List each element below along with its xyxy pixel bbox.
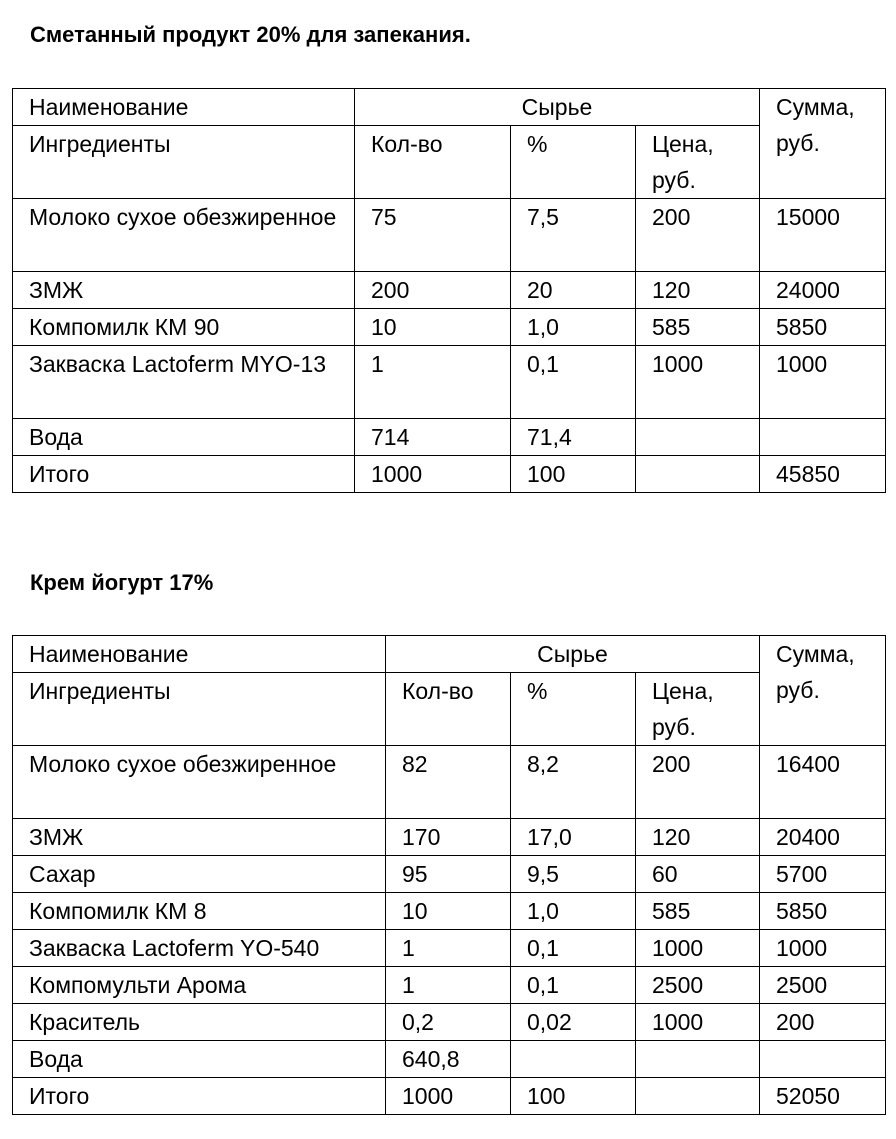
cell-pct: 1,0 — [511, 309, 636, 346]
cell-pct: 71,4 — [511, 419, 636, 456]
table-row — [13, 930, 886, 967]
table-row — [13, 1041, 886, 1078]
cell-name: Молоко сухое обезжиренное — [13, 199, 355, 272]
header-name: Наименование — [13, 636, 386, 673]
table-row — [13, 419, 886, 456]
table-row — [13, 309, 886, 346]
table-row — [13, 746, 886, 819]
cell-pct: 17,0 — [511, 819, 636, 856]
cell-qty: 1 — [386, 967, 511, 1004]
cell-qty: 714 — [355, 419, 511, 456]
cell-pct: 0,1 — [511, 930, 636, 967]
table-row — [13, 272, 886, 309]
recipe-title: Крем йогурт 17% — [30, 570, 214, 595]
cell-name: Вода — [13, 419, 355, 456]
cell-qty: 10 — [386, 893, 511, 930]
table-row — [13, 199, 886, 272]
cell-name: Закваска Lactoferm YO-540 — [13, 930, 386, 967]
header-raw: Сырье — [386, 636, 760, 673]
header-ingredients: Ингредиенты — [13, 673, 386, 746]
table-row — [13, 967, 886, 1004]
cell-qty: 200 — [355, 272, 511, 309]
total-row — [13, 1078, 886, 1115]
cell-pct: 20 — [511, 272, 636, 309]
cell-sum: 200 — [760, 1004, 886, 1041]
cell-sum — [760, 1041, 886, 1078]
cell-price: 585 — [636, 893, 760, 930]
cell-qty: 95 — [386, 856, 511, 893]
header-name: Наименование — [13, 89, 355, 126]
cell-pct: 0,02 — [511, 1004, 636, 1041]
header-raw: Сырье — [355, 89, 760, 126]
cell-qty: 1 — [355, 346, 511, 419]
table-row — [13, 1004, 886, 1041]
cell-sum — [760, 419, 886, 456]
cell-pct: 0,1 — [511, 967, 636, 1004]
cell-price: 200 — [636, 199, 760, 272]
cell-price: 200 — [636, 746, 760, 819]
cell-name: Компомульти Арома — [13, 967, 386, 1004]
cell-name: Краситель — [13, 1004, 386, 1041]
cell-price: 1000 — [636, 1004, 760, 1041]
table-row — [13, 346, 886, 419]
cell-qty: 1 — [386, 930, 511, 967]
table-row — [13, 819, 886, 856]
cell-name: Компомилк КМ 8 — [13, 893, 386, 930]
cell-name: Итого — [13, 456, 355, 493]
header-qty: Кол-во — [355, 126, 511, 199]
header-pct: % — [511, 126, 636, 199]
recipe-table — [12, 635, 886, 1115]
cell-sum: 5850 — [760, 309, 886, 346]
cell-name: Итого — [13, 1078, 386, 1115]
cell-pct: 0,1 — [511, 346, 636, 419]
cell-price: 60 — [636, 856, 760, 893]
table-row — [13, 893, 886, 930]
cell-price: 120 — [636, 272, 760, 309]
cell-name: Сахар — [13, 856, 386, 893]
header-ingredients: Ингредиенты — [13, 126, 355, 199]
header-sum: Сумма, руб. — [760, 636, 886, 746]
cell-price: 1000 — [636, 930, 760, 967]
cell-sum: 1000 — [760, 930, 886, 967]
cell-pct: 100 — [511, 1078, 636, 1115]
cell-qty: 1000 — [355, 456, 511, 493]
cell-qty: 75 — [355, 199, 511, 272]
cell-sum: 15000 — [760, 199, 886, 272]
header-pct: % — [511, 673, 636, 746]
recipe-title: Сметанный продукт 20% для запекания. — [30, 22, 471, 47]
cell-sum: 5700 — [760, 856, 886, 893]
cell-sum: 16400 — [760, 746, 886, 819]
header-qty: Кол-во — [386, 673, 511, 746]
cell-pct — [511, 1041, 636, 1078]
cell-qty: 10 — [355, 309, 511, 346]
cell-sum: 45850 — [760, 456, 886, 493]
cell-pct: 1,0 — [511, 893, 636, 930]
header-sum: Сумма, руб. — [760, 89, 886, 199]
recipe-table — [12, 88, 886, 493]
cell-name: Компомилк КМ 90 — [13, 309, 355, 346]
cell-sum: 5850 — [760, 893, 886, 930]
cell-price — [636, 419, 760, 456]
cell-price: 1000 — [636, 346, 760, 419]
cell-price — [636, 456, 760, 493]
cell-name: Молоко сухое обезжиренное — [13, 746, 386, 819]
table-row — [13, 856, 886, 893]
cell-pct: 8,2 — [511, 746, 636, 819]
cell-price: 120 — [636, 819, 760, 856]
cell-sum: 2500 — [760, 967, 886, 1004]
cell-qty: 0,2 — [386, 1004, 511, 1041]
cell-sum: 1000 — [760, 346, 886, 419]
cell-name: Вода — [13, 1041, 386, 1078]
total-row — [13, 456, 886, 493]
cell-sum: 20400 — [760, 819, 886, 856]
cell-pct: 100 — [511, 456, 636, 493]
cell-name: ЗМЖ — [13, 272, 355, 309]
cell-name: Закваска Lactoferm MYO-13 — [13, 346, 355, 419]
cell-qty: 82 — [386, 746, 511, 819]
cell-qty: 1000 — [386, 1078, 511, 1115]
header-price: Цена, руб. — [636, 126, 760, 199]
cell-sum: 24000 — [760, 272, 886, 309]
cell-price — [636, 1041, 760, 1078]
cell-qty: 170 — [386, 819, 511, 856]
cell-pct: 7,5 — [511, 199, 636, 272]
cell-price — [636, 1078, 760, 1115]
cell-sum: 52050 — [760, 1078, 886, 1115]
cell-qty: 640,8 — [386, 1041, 511, 1078]
cell-price: 585 — [636, 309, 760, 346]
cell-name: ЗМЖ — [13, 819, 386, 856]
header-price: Цена, руб. — [636, 673, 760, 746]
cell-pct: 9,5 — [511, 856, 636, 893]
cell-price: 2500 — [636, 967, 760, 1004]
